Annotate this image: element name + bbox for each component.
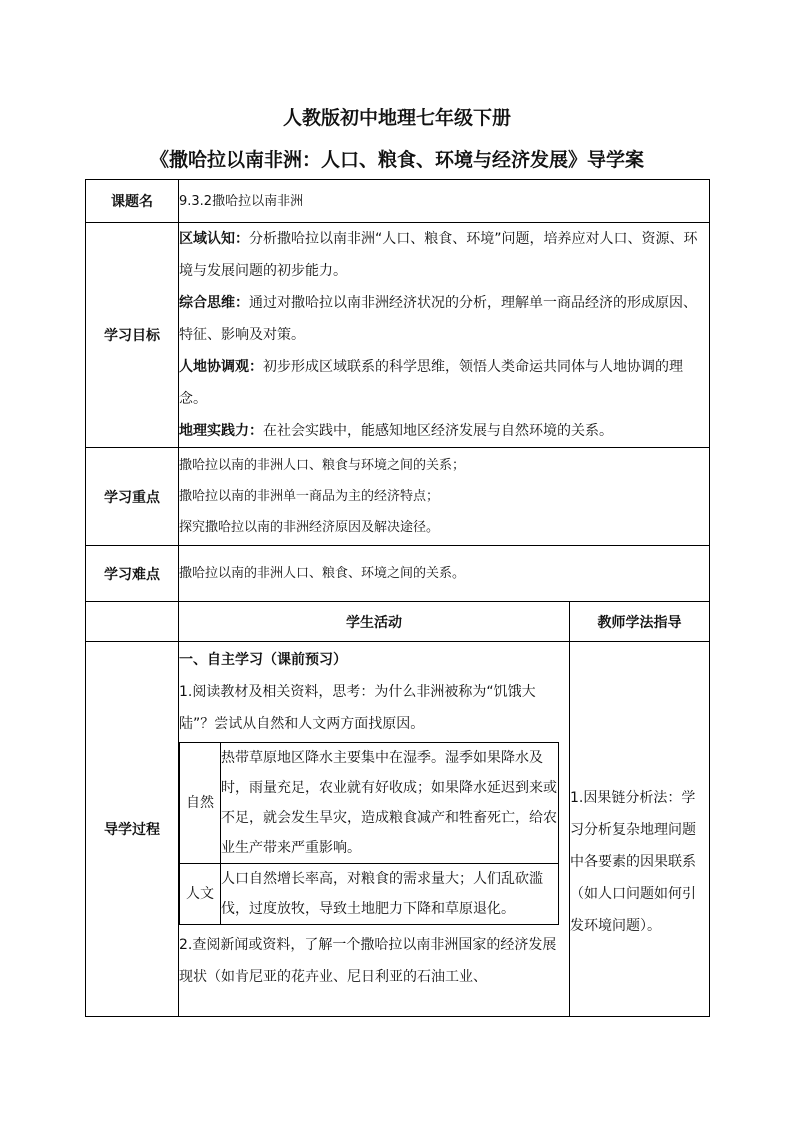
- student-activity-content: [179, 642, 570, 1017]
- goals-row: [86, 223, 710, 448]
- question-1: 1.阅读教材及相关资料，思考：为什么非洲被称为“饥饿大陆”？尝试从自然和人文两方面找原因。: [179, 684, 536, 732]
- topic-label: 课题名: [86, 180, 179, 223]
- document-subtitle: 《撒哈拉以南非洲：人口、粮食、环境与经济发展》导学案: [149, 149, 644, 171]
- reason-text: 热带草原地区降水主要集中在湿季。湿季如果降水及时，雨量充足，农业就有好收成；如果降水延迟到来或不足，就会发生旱灾，造成粮食减产和牲畜死亡，给农业生产带来严重影响。: [221, 743, 559, 864]
- difficulty-label: 学习难点: [86, 546, 179, 602]
- topic-value: 9.3.2撒哈拉以南非洲: [179, 180, 710, 223]
- teacher-guidance: 1.因果链分析法：学习分析复杂地理问题中各要素的因果联系（如人口问题如何引发环境问题）。: [570, 642, 710, 1017]
- key-point-item: 探究撒哈拉以南的非洲经济原因及解决途径。: [179, 520, 440, 535]
- document-title: 人教版初中地理七年级下册: [282, 107, 511, 129]
- difficulty-text: 撒哈拉以南的非洲人口、粮食、环境之间的关系。: [179, 546, 710, 602]
- key-points-row: [86, 448, 710, 546]
- reason-row: [180, 743, 559, 864]
- key-points-label: 学习重点: [86, 448, 179, 546]
- goal-item: 人地协调观：初步形成区域联系的科学思维，领悟人类命运共同体与人地协调的理念。: [179, 359, 683, 407]
- teacher-guidance-header: 教师学法指导: [570, 602, 710, 642]
- reasons-table: [179, 742, 559, 925]
- key-points-content: [179, 448, 710, 546]
- reason-text: 人口自然增长率高，对粮食的需求量大；人们乱砍滥伐，过度放牧，导致土地肥力下降和草原退化。: [221, 864, 559, 925]
- key-point-item: 撒哈拉以南的非洲人口、粮食与环境之间的关系；: [179, 458, 466, 473]
- goals-content: [179, 223, 710, 448]
- empty-header-cell: [86, 602, 179, 642]
- reason-row: [180, 864, 559, 925]
- question-2: 2.查阅新闻或资料，了解一个撒哈拉以南非洲国家的经济发展现状（如肯尼亚的花卉业、尼日利亚的石油工业、: [179, 937, 557, 985]
- topic-row: [86, 180, 710, 223]
- key-point-item: 撒哈拉以南的非洲单一商品为主的经济特点；: [179, 489, 440, 504]
- lesson-plan-table: [85, 179, 710, 1017]
- process-row: [86, 642, 710, 1017]
- difficulty-row: [86, 546, 710, 602]
- goal-item: 综合思维：通过对撒哈拉以南非洲经济状况的分析，理解单一商品经济的形成原因、特征、影响及对策。: [179, 295, 697, 343]
- goal-item: 地理实践力：在社会实践中，能感知地区经济发展与自然环境的关系。: [179, 423, 613, 439]
- column-header-row: [86, 602, 710, 642]
- student-activity-header: 学生活动: [179, 602, 570, 642]
- section-title: 一、自主学习（课前预习）: [179, 652, 347, 668]
- goals-label: 学习目标: [86, 223, 179, 448]
- goal-item: 区域认知：分析撒哈拉以南非洲“人口、粮食、环境”问题，培养应对人口、资源、环境与发展问题的初步能力。: [179, 231, 698, 279]
- reason-key: 自然: [180, 743, 221, 864]
- reason-key: 人文: [180, 864, 221, 925]
- process-label: 导学过程: [86, 642, 179, 1017]
